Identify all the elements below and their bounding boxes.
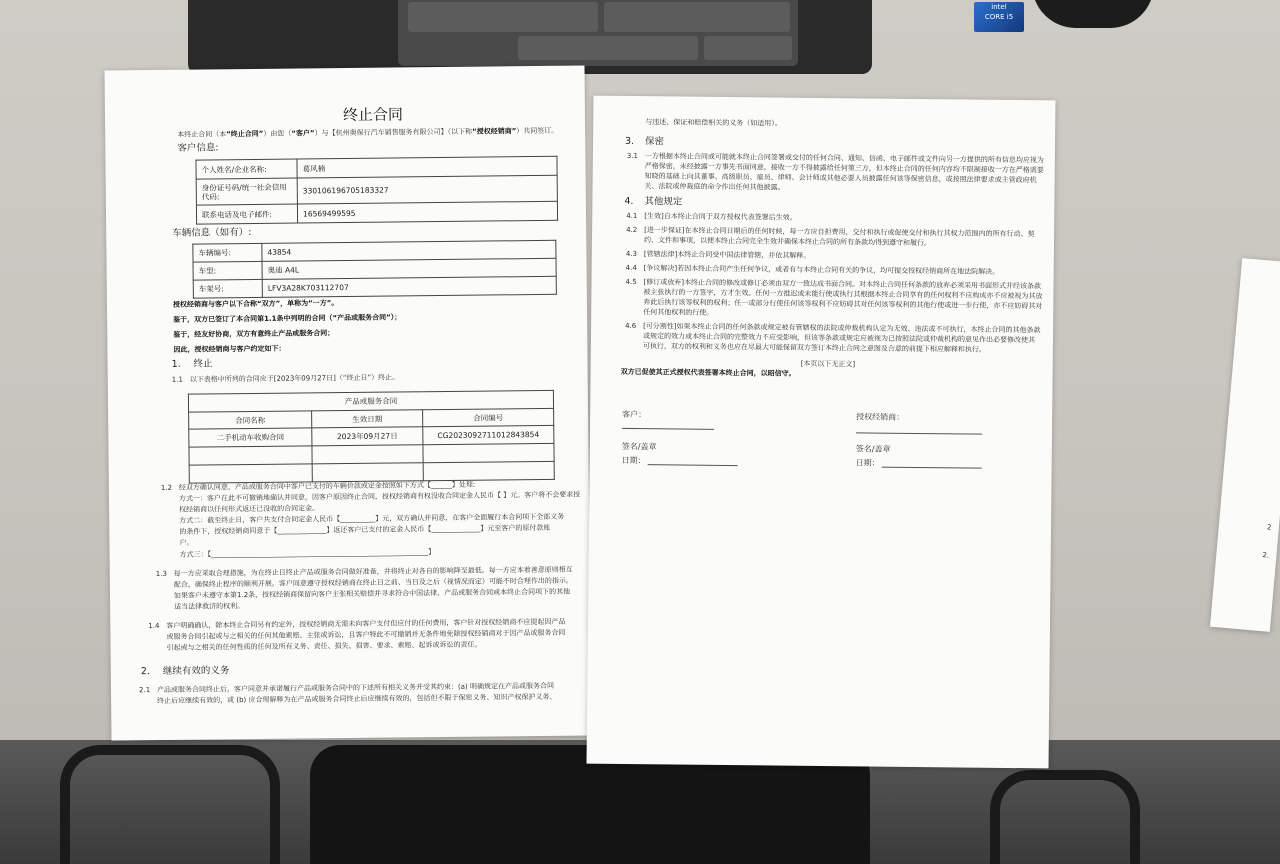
clause-1-4-line: 客户明确确认，除本终止合同另有约定外，授权经销商无需未向客户支付但应付的任何费用，客户针对授权经销商不应提起因产品 [166,617,566,630]
table-cell: 二手机动车收购合同 [189,428,312,447]
customer-info-table [195,156,558,225]
table-cell [312,463,423,482]
table-row [193,276,556,298]
clause-4-4-line: [争议解决]若因本终止合同产生任何争议，或者有与本终止合同有关的争议，均可提交授权经销商所在地法院解决。 [643,264,1000,276]
clause-4-5-line: [修订或放弃]本终止合同的修改或修订必须由双方一致达成书面合同。对本终止合同任何条款的放弃必须采用书面形式并经该条款 [643,278,1042,291]
section-3-number: 3. [624,135,635,148]
table-cell: CG2023092711012843854 [423,425,554,444]
vehicle-info-table [192,240,557,299]
dealer-party-label: 授权经销商： [856,412,905,422]
section-2-number: 2. [140,666,150,678]
intro-text: ）与【杭州奥保行汽车销售服务有限公司】（以下称 [314,127,473,138]
table-label: 个人姓名/企业名称: [196,159,297,179]
dealer-signature-label: 签名/盖章 [855,444,891,454]
clause-1-3-line: 配合，确保终止程序的顺利开展。客户同意遵守授权经销商在终止日之前、当日及之后（视情况而定）可能不时合理作出的指示。 [173,576,573,589]
clause-3-1-line: 关、法院或仲裁庭的命令作出任何其他披露。 [644,182,785,192]
clause-1-3-line: 如果客户未遵守本第1.2条，授权经销商保留向客户主张相关赔偿并寻求符合中国法律，产品或服务合同或本终止合同项下的其他 [173,587,571,600]
table-cell [312,445,423,464]
clause-1-3-line: 每一方应采取合理措施，为在终止日终止产品或服务合同做好准备，并将终止对各自的影响降至最低。每一方应本着善意原则相互 [173,565,573,578]
section-3-heading: 保密 [644,136,665,148]
clause-4-2-line: [进一步保证]在本终止合同日期后的任何时候，每一方应自担费用，交付和执行或促使交付和执行其权力范围内的所有行动、契 [644,226,1035,239]
clause-4-6-line: 可执行，双方的权利和义务也应在尽最大可能保留双方签订本终止合同之意图及合意的前提下相应解释和执行。 [642,342,986,354]
blank-page-note: [本页以下无正文] [800,359,856,369]
keyboard-key [704,36,792,60]
table-value: 奥迪 A4L [262,258,556,279]
table-cell [423,461,554,480]
clause-4-1-line: [生效]自本终止合同于双方授权代表签署后生效。 [644,212,797,222]
clause-1-2-number: 1.2 [160,483,173,492]
table-label: 身份证号码/统一社会信用代码: [196,178,297,205]
laptop-keyboard [398,0,798,66]
section-1-number: 1. [171,358,181,370]
clause-4-5-number: 4.5 [625,277,637,287]
clause-4-3-line: [管辖法律]本终止合同受中国法律管辖，并依其解释。 [643,250,811,260]
chair-armrest-left [60,745,280,864]
table-value: 330106196705183327 [297,175,557,204]
table-cell [189,464,312,483]
customer-signature-label: 签名/盖章 [621,441,657,452]
dealer-party-line [856,432,982,434]
execution-statement: 双方已促使其正式授权代表签署本终止合同，以昭信守。 [620,367,796,378]
clause-4-5-line: 弃此后执行该等权利的权利；任一或部分行使任何该等权利不应妨碍其对任何该等权利的其他行使或进一步行使，亦不应妨碍其对 [643,298,1043,311]
column-header: 合同名称 [189,411,312,429]
clause-1-2-line: 的条件下，授权经销商同意于【______________】返还客户已支付的定金人民币【______________】元至客户的原付款账 [179,523,551,536]
recital-3: 鉴于，经友好协商，双方有意终止产品或服务合同； [173,329,335,339]
recital-2: 鉴于，双方已签订了本合同第1.1条中列明的合同（“产品或服务合同”）； [173,313,402,324]
clause-3-1-line: 一方根据本终止合同或可能就本终止合同签署或交付的任何合同、通知、信函、电子邮件或文件向另一方提供的所有信息均应视为 [644,152,1044,165]
table-cell [423,443,554,462]
intro-term: “客户” [291,129,315,138]
clause-2-1-line: 终止后应继续有效的，或 (b) 应合理解释为在产品或服务合同终止后应继续有效的，包括但不限于保密义务、知识产权保护义务、 [157,692,557,706]
clause-4-2-line: 约、文件和事项，以便本终止合同完全生效并确保本终止合同的所有条款均得到遵守和履行。 [643,236,932,248]
table-row [196,175,557,205]
customer-party-line [622,428,714,430]
customer-party-label: 客户： [622,409,647,420]
clause-4-3-number: 4.3 [625,249,638,259]
clause-4-1-number: 4.1 [626,211,638,221]
table-row [189,461,554,483]
clause-1-2-line: 方式三：【______________________________________________________________】 [179,548,436,559]
clause-1-2-line: 方式二：截至终止日，客户共支付合同定金人民币【__________】元，双方确认并同意，在客户全面履行本合同项下全部义务 [179,512,565,525]
intro-paragraph [177,127,558,140]
intro-term: “终止合同” [226,129,264,139]
keyboard-key [408,2,598,32]
clause-4-6-line: [可分割性]如果本终止合同的任何条款或规定被有管辖权的法院或仲裁机构认定为无效、违法或不可执行，本终止合同的其他条款 [643,322,1041,335]
clause-1-4-number: 1.4 [148,621,160,631]
intro-text: 本终止合同（本 [177,130,227,139]
table-caption: 产品或服务合同 [188,390,553,412]
intro-text: ）共同签订。 [516,126,559,136]
clause-1-2-line: 经双方确认同意，产品或服务合同中客户已支付的车辆价款或定金按照如下方式【______】处理: [178,480,476,492]
dealer-date-label: 日期： [855,458,880,468]
clause-1-2-line: 方式一：客户在此不可撤销地确认并同意，因客户原因终止合同，授权经销商有权没收合同定金人民币【 】元。客户将不会要求授 [178,490,581,503]
clause-4-6-number: 4.6 [625,321,637,331]
recital-1: 授权经销商与客户以下合称“双方”，单称为“一方”。 [172,299,339,309]
clause-1-3-number: 1.3 [155,569,167,579]
clause-4-6-line: 或规定的效力或本终止合同的完整效力不应受影响，但该等条款或规定应被视为已按照法院或仲裁机构的意见作出必要修改使其 [642,332,1036,345]
clause-3-1-line: 知晓的基础上向其董事、高级职员、雇员、律师、会计师或其他必要人员披露任何该等保密信息，或按照法律要求或主管政府机 [644,172,1037,185]
clause-4-5-line: 被主张执行的一方签字，方才生效。任何一方推迟或未能行使或执行其根据本终止合同享有的任何权利不应构成亦不应被视为其放 [643,288,1043,301]
clause-1-3-line: 适当法律救济的权利。 [174,602,245,611]
section-4-number: 4. [624,195,634,208]
clause-1-1-number: 1.1 [171,375,183,384]
page-fragment: 2. [1262,550,1270,560]
column-header: 合同编号 [423,408,554,426]
sticker-model: CORE i5 [984,13,1014,21]
clause-1-1-text: 以下表格中所列的合同应于[2023年09月27日]（“终止日”）终止。 [189,373,400,384]
column-header: 生效日期 [312,410,423,428]
vehicle-info-heading: 车辆信息（如有）: [172,227,252,239]
table-value: 葛风楠 [297,156,557,178]
keyboard-key [604,2,790,32]
clause-2-1-line: 产品或服务合同终止后，客户同意并承诺履行产品或服务合同中的下述所有相关义务并受其约束：(a) 明确规定在产品或服务合同 [156,681,554,695]
customer-date-line [648,464,738,466]
table-cell: 2023年09月27日 [312,427,423,446]
table-cell [189,446,312,465]
table-value: 16569499595 [297,201,557,223]
intro-term: “授权经销商” [472,127,517,136]
table-label: 车辆编号: [193,243,262,262]
left-page [105,66,592,741]
products-contract-table [188,390,555,484]
continued-line: 与违述、保证和赔偿相关的义务（如适用）。 [645,118,782,128]
right-page [587,96,1056,769]
section-4-heading: 其他规定 [644,196,683,208]
table-label: 联系电话及电子邮件: [196,204,297,224]
page-fragment: 2 [1266,523,1272,532]
table-row [196,201,557,224]
contract-title: 终止合同 [342,105,404,125]
clause-1-4-line: 或服务合同引起或与之相关的任何其他索赔、主张或诉讼，且客户特此不可撤销并无条件地免除授权经销商对于因产品或服务合同 [166,628,566,641]
table-label: 车架号: [193,279,262,298]
clause-4-2-number: 4.2 [626,225,638,235]
section-2-heading: 继续有效的义务 [162,665,230,677]
chair-armrest-right [990,770,1140,864]
clause-1-2-line: 户。 [179,538,194,547]
laptop [188,0,1014,74]
clause-1-4-line: 引起或与之相关的任何性质的任何及所有义务、责任、损失、损害、要求、索赔、起诉或诉讼的责任。 [166,640,482,652]
keyboard-key [518,36,698,60]
clause-3-1-number: 3.1 [626,151,639,161]
clause-2-1-number: 2.1 [138,686,151,695]
recital-4: 因此，授权经销商与客户约定如下： [173,344,286,354]
section-1-heading: 终止 [193,358,213,370]
table-label: 车型: [193,261,262,280]
customer-info-heading: 客户信息: [177,142,219,154]
clause-4-4-number: 4.4 [625,263,637,273]
table-value: LFV3A28K703112707 [262,276,556,297]
table-value: 43854 [262,240,556,261]
cpu-sticker [974,2,1024,32]
intro-text: ）由您（ [263,129,292,138]
customer-date-label: 日期： [621,455,646,466]
clause-3-1-line: 严格保密，未经披露一方事先书面同意，接收一方不得披露给任何第三方，但本终止合同的任何内容均不限制接收一方在严格需要 [644,162,1044,175]
sticker-brand: intel [991,3,1007,11]
dealer-date-line [882,467,982,469]
clause-1-2-line: 权经销商以任何形式返还已没收的合同定金。 [179,504,320,514]
clause-4-5-line: 任何其他权利的行使。 [643,308,714,317]
